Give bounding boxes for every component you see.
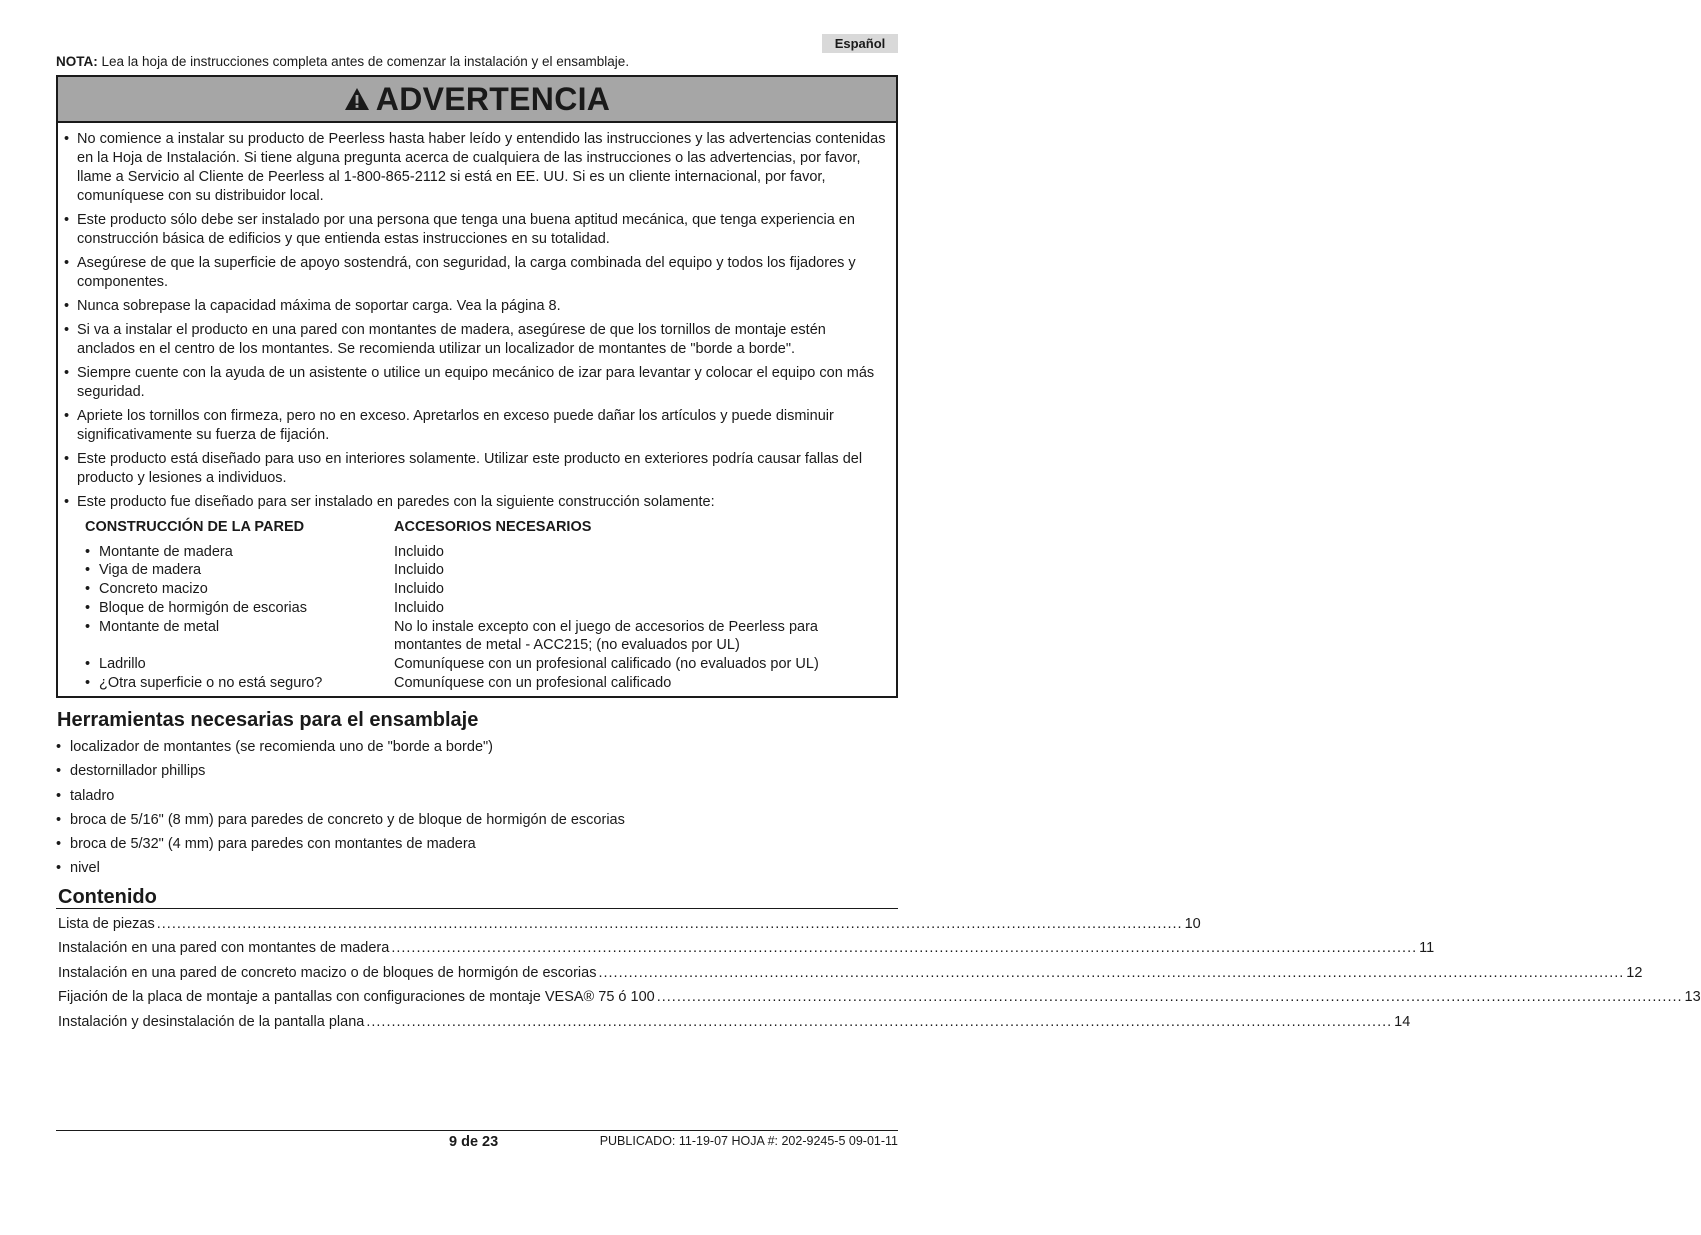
warning-item: • Siempre cuente con la ayuda de un asistente o utilice un equipo mecánico de izar para levantar y colocar el equipo con más seguridad. (64, 365, 875, 400)
table-row: • Bloque de hormigón de escorias Incluido (85, 599, 864, 618)
warning-item: • Si va a instalar el producto en una pared con montantes de madera, asegúrese de que los tornillos de montaje estén anclados en el centro de los montantes. Se recomienda utilizar un localizador de montantes de "borde a borde". (64, 322, 826, 357)
wall-type: Viga de madera (99, 562, 202, 579)
list-item: • broca de 5/16" (8 mm) para paredes de concreto y de bloque de hormigón de escorias (56, 811, 625, 828)
warning-item: • Asegúrese de que la superficie de apoyo sostendrá, con seguridad, la carga combinada del equipo y todos los fijadores y componentes. (64, 255, 856, 290)
accessory: Incluido (394, 581, 444, 598)
wall-type: ¿Otra superficie o no está seguro? (99, 674, 323, 691)
warning-item: • Este producto está diseñado para uso en interiores solamente. Utilizar este producto en exteriores podría causar fallas del producto y lesiones a individuos. (64, 451, 863, 486)
list-item: • destornillador phillips (56, 763, 206, 780)
warning-item: • Apriete los tornillos con firmeza, pero no en exceso. Apretarlos en exceso puede dañar los artículos y puede disminuir significativamente su fuerza de fijación. (64, 408, 834, 443)
accessory: Incluido (394, 543, 444, 560)
table-of-contents (58, 916, 1701, 1038)
note-line (56, 54, 629, 69)
wall-construction-table (85, 518, 864, 692)
warning-header (58, 77, 896, 123)
note-text: Lea la hoja de instrucciones completa antes de comenzar la instalación y el ensamblaje. (101, 54, 630, 69)
language-tag: Español (822, 34, 898, 53)
accessory: No lo instale excepto con el juego de accesorios de Peerless para montantes de metal - ACC215; (no evaluados por UL) (394, 618, 818, 654)
toc-entry[interactable]: Instalación en una pared con montantes de madera ............................................................................................................................................................................................................ 11 (58, 940, 1435, 957)
warning-item: • Este producto sólo debe ser instalado por una persona que tenga una buena aptitud mecánica, que tenga experiencia en construcción básica de edificios y que entienda estas instrucciones en su totalidad. (64, 212, 855, 247)
wall-type: Ladrillo (99, 655, 146, 672)
accessory: Comuníquese con un profesional calificado (394, 674, 672, 691)
warning-item: • Nunca sobrepase la capacidad máxima de soportar carga. Vea la página 8. (64, 298, 561, 314)
table-header-wall: CONSTRUCCIÓN DE LA PARED (85, 519, 305, 535)
warning-item: • No comience a instalar su producto de Peerless hasta haber leído y entendido las instrucciones y las advertencias contenidas en la Hoja de Instalación. Si tiene alguna pregunta acerca de cualquiera de las instrucciones o las advertencias, por favor, llame a Servicio al Cliente de Peerless al 1-800-865-2112 si está en EE. UU. Si es un cliente internacional, por favor, comuníquese con su distribuidor local. (64, 131, 886, 204)
wall-type: Montante de metal (99, 618, 220, 635)
publication-info: PUBLICADO: 11-19-07 HOJA #: 202-9245-5 09-01-11 (599, 1134, 898, 1148)
toc-entry[interactable]: Instalación en una pared de concreto macizo o de bloques de hormigón de escorias ............................................................................................................................................................................................................ 12 (58, 964, 1643, 981)
table-row: • Viga de madera Incluido (85, 561, 864, 580)
table-row: • Montante de metal No lo instale excepto con el juego de accesorios de Peerless para montantes de metal - ACC215; (no evaluados por UL) (85, 618, 864, 655)
warning-item: • Este producto fue diseñado para ser instalado en paredes con la siguiente construcción solamente: CONSTRUCCIÓN DE LA PARED ACCESORIOS NECESARIOS • Montante de madera Incluido • Viga de madera Incluido • Concreto macizo Incluido • Bloque de hormigón de escorias Incluido • Montante de metal No lo instale excepto con el juego de accesorios de Peerless para montantes de metal - ACC215; (no evaluados por UL) • Ladrillo Comuníquese con un profesional calificado (no evaluados por UL) • ¿Otra superficie o no está seguro? Comuníquese con un profesional calificado (77, 493, 886, 692)
toc-entry[interactable]: Fijación de la placa de montaje a pantallas con configuraciones de montaje VESA® 75 ó 100 ............................................................................................................................................................................................................ 13 (58, 989, 1701, 1006)
table-header-accessories: ACCESORIOS NECESARIOS (394, 519, 592, 535)
page-number: 9 de 23 (449, 1134, 499, 1150)
toc-entry[interactable]: Lista de piezas ............................................................................................................................................................................................................ 10 (58, 916, 1201, 932)
list-item: • taladro (56, 787, 115, 804)
list-item: • broca de 5/32" (4 mm) para paredes con montantes de madera (56, 836, 476, 853)
tools-heading: Herramientas necesarias para el ensamblaje (57, 709, 479, 731)
warning-title: ADVERTENCIA (375, 80, 611, 117)
accessory: Comuníquese con un profesional calificado (no evaluados por UL) (394, 655, 819, 672)
list-item: • localizador de montantes (se recomienda uno de "borde a borde") (56, 739, 493, 755)
table-row: • Montante de madera Incluido (85, 543, 864, 562)
warning-triangle-icon (344, 87, 370, 111)
wall-type: Bloque de hormigón de escorias (99, 599, 307, 616)
toc-entry[interactable]: Instalación y desinstalación de la pantalla plana ............................................................................................................................................................................................................ 14 (58, 1013, 1411, 1030)
table-row: • Concreto macizo Incluido (85, 580, 864, 599)
accessory: Incluido (394, 599, 444, 616)
tools-list (56, 738, 625, 884)
contents-heading: Contenido (58, 886, 157, 908)
warning-box (56, 75, 898, 698)
list-item: • nivel (56, 860, 100, 877)
wall-type: Montante de madera (99, 543, 233, 560)
note-label: NOTA: (56, 54, 98, 69)
table-row: • Ladrillo Comuníquese con un profesional calificado (no evaluados por UL) (85, 655, 864, 674)
warning-list (58, 123, 896, 692)
divider (56, 908, 898, 909)
footer-divider (56, 1130, 898, 1131)
wall-type: Concreto macizo (99, 581, 208, 598)
table-row: • ¿Otra superficie o no está seguro? Comuníquese con un profesional calificado (85, 674, 864, 693)
accessory: Incluido (394, 562, 444, 579)
